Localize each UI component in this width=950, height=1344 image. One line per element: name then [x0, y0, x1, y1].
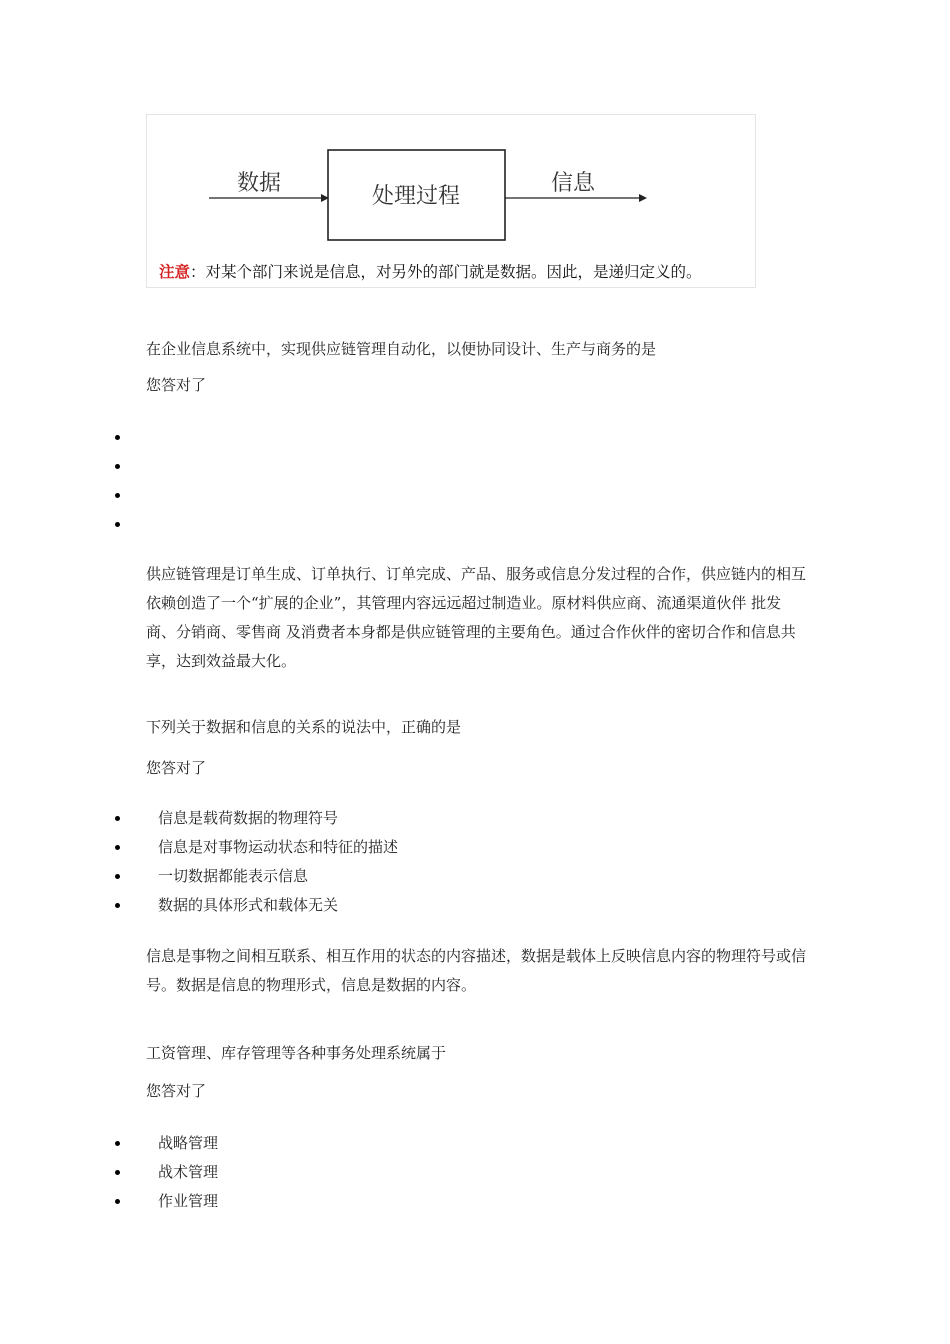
bullet-icon	[115, 1170, 120, 1175]
q1-question: 在企业信息系统中，实现供应链管理自动化，以便协同设计、生产与商务的是	[146, 340, 657, 358]
q2-options	[0, 804, 398, 920]
output-arrowhead	[639, 194, 647, 202]
q1-option[interactable]	[0, 481, 158, 510]
bullet-icon	[115, 874, 120, 879]
bullet-icon	[115, 845, 120, 850]
data-information-diagram	[146, 114, 756, 288]
q3-question: 工资管理、库存管理等各种事务处理系统属于	[146, 1044, 447, 1062]
bullet-icon	[115, 522, 120, 527]
q2-option[interactable]: 信息是载荷数据的物理符号	[0, 804, 398, 833]
q2-explanation: 信息是事物之间相互联系、相互作用的状态的内容描述，数据是载体上反映信息内容的物理符号或信号。数据是信息的物理形式，信息是数据的内容。	[146, 947, 807, 994]
q3-option[interactable]: 战术管理	[0, 1158, 218, 1187]
bullet-icon	[115, 1199, 120, 1204]
q1-option[interactable]	[0, 510, 158, 539]
q1-option[interactable]	[0, 452, 158, 481]
q1-option[interactable]	[0, 423, 158, 452]
q3-options	[0, 1129, 218, 1216]
output-label: 信息	[551, 171, 596, 196]
q1-options	[0, 423, 158, 539]
q3-option[interactable]: 战略管理	[0, 1129, 218, 1158]
bullet-icon	[115, 1141, 120, 1146]
q1-status: 您答对了	[146, 376, 207, 394]
diagram-svg	[147, 115, 755, 287]
q3-status: 您答对了	[146, 1082, 207, 1100]
bullet-icon	[115, 435, 120, 440]
q2-option[interactable]: 一切数据都能表示信息	[0, 862, 398, 891]
q1-explanation: 供应链管理是订单生成、订单执行、订单完成、产品、服务或信息分发过程的合作，供应链内的相互依赖创造了一个“扩展的企业”，其管理内容远远超过制造业。原材料供应商、流通渠道伙伴 批发商、分销商、零售商 及消费者本身都是供应链管理的主要角色。通过合作伙伴的密切合作和信息共享，达到效益最大化。	[146, 565, 807, 670]
bullet-icon	[115, 903, 120, 908]
process-label: 处理过程	[371, 184, 461, 209]
bullet-icon	[115, 816, 120, 821]
bullet-icon	[115, 493, 120, 498]
q3-option[interactable]: 作业管理	[0, 1187, 218, 1216]
q2-option[interactable]: 数据的具体形式和载体无关	[0, 891, 398, 920]
q2-option[interactable]: 信息是对事物运动状态和特征的描述	[0, 833, 398, 862]
note-text: ：对某个部门来说是信息，对另外的部门就是数据。因此，是递归定义的。	[190, 263, 702, 281]
note-title: 注意	[159, 263, 191, 281]
bullet-icon	[115, 464, 120, 469]
q2-status: 您答对了	[146, 759, 207, 777]
input-label: 数据	[237, 171, 282, 196]
q2-question: 下列关于数据和信息的关系的说法中，正确的是	[146, 718, 462, 736]
note-line	[159, 262, 702, 281]
